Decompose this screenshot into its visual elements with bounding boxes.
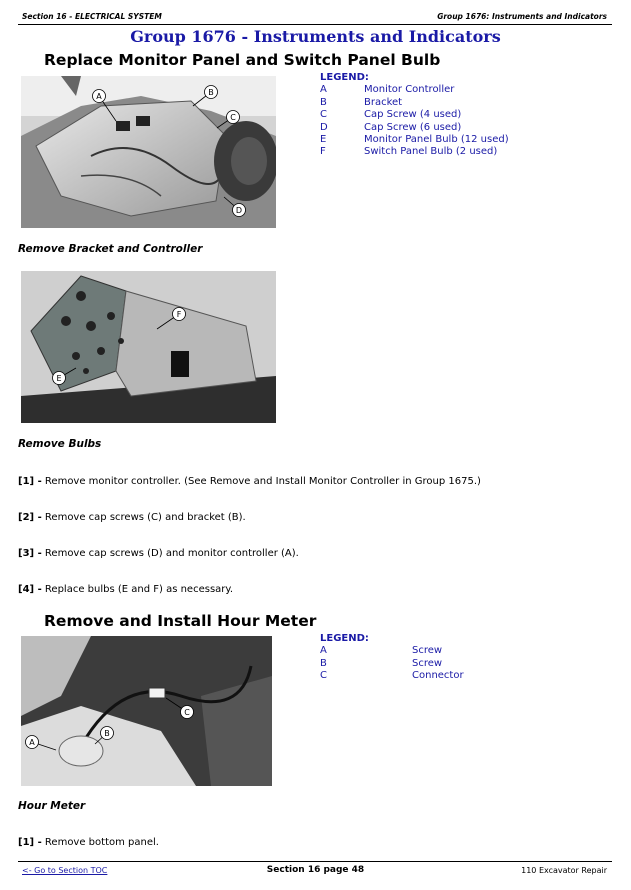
legend-monitor-panel [320,72,560,159]
callout-d: D [235,206,243,215]
group-title: Group 1676 - Instruments and Indicators [130,27,501,46]
legend-row: A Monitor Controller [320,84,455,96]
photo-bulbs [21,271,276,423]
legend-heading: LEGEND: [320,633,369,644]
legend-heading: LEGEND: [320,72,369,83]
legend-row: C Cap Screw (4 used) [320,109,462,121]
header-rule [18,24,612,25]
legend-row: D Cap Screw (6 used) [320,121,462,133]
section-toc-link[interactable]: <- Go to Section TOC [22,866,108,875]
photo-bracket-controller [21,76,276,228]
callout-c: C [230,113,236,122]
step-1: [1] - Remove monitor controller. (See Remove and Install Monitor Controller in Group 1675.) [18,476,481,487]
callout-c: C [184,708,190,717]
page-number: Section 16 page 48 [266,865,365,875]
legend-row: C Connector [320,670,464,682]
legend-hour-meter [320,633,520,683]
header-group-label: Group 1676: Instruments and Indicators [437,12,607,21]
step-4: [4] - Replace bulbs (E and F) as necessary. [18,584,234,595]
callout-e: F [176,310,182,319]
legend-row: E Monitor Panel Bulb (12 used) [320,133,509,145]
section-title-hour-meter: Remove and Install Hour Meter [44,612,317,630]
legend-row: A Screw [320,645,443,657]
photo-hour-meter [21,636,272,786]
callout-a: A [29,738,35,747]
header-section-label: Section 16 - ELECTRICAL SYSTEM [22,12,162,21]
callout-b: B [208,88,214,97]
callout-b: B [104,729,110,738]
step-2: [2] - Remove cap screws (C) and bracket (B). [18,512,246,523]
manual-title: 110 Excavator Repair [521,866,607,875]
caption-bulbs: Remove Bulbs [18,438,102,450]
callout-f: E [56,374,62,383]
caption-hour-meter: Hour Meter [18,800,86,812]
callout-a: A [96,92,102,101]
legend-row: B Screw [320,657,443,669]
legend-row: F Switch Panel Bulb (2 used) [320,146,498,158]
caption-bracket-controller: Remove Bracket and Controller [18,243,203,255]
step-1: [1] - Remove bottom panel. [18,837,159,848]
step-3: [3] - Remove cap screws (D) and monitor controller (A). [18,548,299,559]
section-title-monitor-panel: Replace Monitor Panel and Switch Panel Bulb [44,51,441,69]
legend-row: B Bracket [320,96,403,108]
footer-rule [18,861,612,862]
